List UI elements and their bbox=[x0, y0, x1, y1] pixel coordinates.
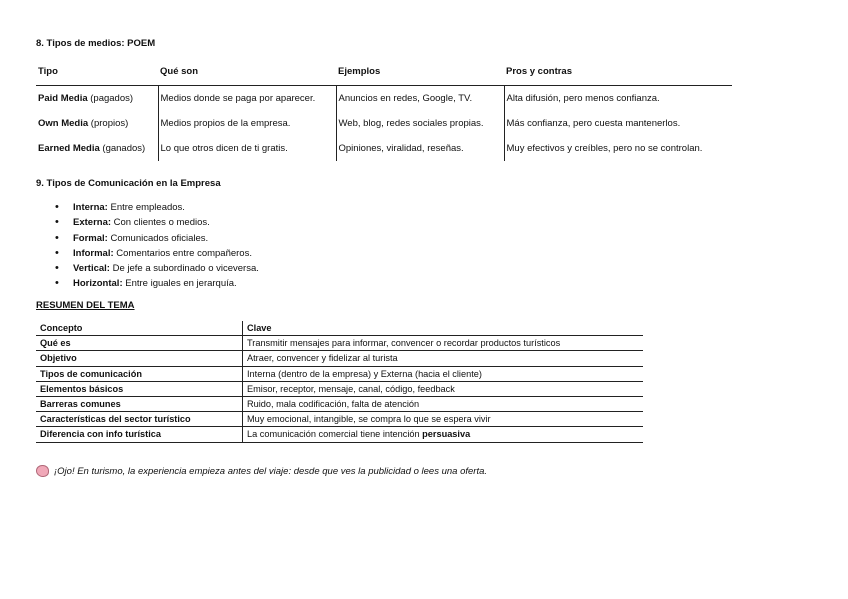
table-row bbox=[36, 396, 643, 411]
section-9-title: 9. Tipos de Comunicación en la Empresa bbox=[36, 178, 221, 189]
summary-concept: Tipos de comunicación bbox=[36, 366, 243, 381]
summary-key bbox=[243, 427, 644, 442]
media-type-name: Own Media bbox=[38, 118, 89, 129]
list-item-desc: Entre empleados. bbox=[107, 202, 185, 213]
speech-bubble-icon bbox=[36, 465, 49, 477]
media-type-note: (ganados) bbox=[99, 143, 146, 154]
summary-concept: Elementos básicos bbox=[36, 381, 243, 396]
summary-key-bold: persuasiva bbox=[422, 429, 471, 440]
list-item-desc: Comunicados oficiales. bbox=[107, 232, 209, 244]
summary-header-row bbox=[36, 321, 643, 336]
poem-cell-pros: Alta difusión, pero menos confianza. bbox=[504, 86, 732, 112]
poem-header-pros-contras: Pros y contras bbox=[504, 61, 732, 86]
summary-key-text: Atraer, convencer y fidelizar al turista bbox=[247, 353, 398, 364]
summary-concept: Qué es bbox=[36, 336, 243, 351]
list-item-term: Horizontal: bbox=[73, 278, 123, 290]
tip-text: ¡Ojo! En turismo, la experiencia empieza antes del viaje: desde que ves la publicidad o lees una oferta. bbox=[54, 465, 488, 477]
list-item-desc: Comentarios entre compañeros. bbox=[113, 247, 252, 259]
summary-table bbox=[36, 321, 643, 443]
list-item-term: Vertical: bbox=[73, 263, 110, 275]
section-8-title: 8. Tipos de medios: POEM bbox=[36, 38, 156, 49]
summary-key bbox=[243, 366, 644, 381]
summary-key bbox=[243, 336, 644, 351]
summary-title: RESUMEN DEL TEMA bbox=[36, 300, 135, 311]
poem-cell-ejemplos: Opiniones, viralidad, reseñas. bbox=[336, 136, 504, 161]
poem-row bbox=[36, 136, 732, 161]
poem-cell-que-son: Medios propios de la empresa. bbox=[158, 111, 336, 136]
summary-key bbox=[243, 381, 644, 396]
summary-key-text: Transmitir mensajes para informar, convencer o recordar productos turísticos bbox=[247, 338, 561, 349]
poem-cell-que-son: Medios donde se paga por aparecer. bbox=[158, 86, 336, 112]
list-item-term: Interna: bbox=[73, 202, 108, 213]
poem-row bbox=[36, 86, 732, 112]
table-row bbox=[36, 336, 643, 351]
media-type-name: Earned Media bbox=[38, 143, 100, 154]
table-row bbox=[36, 366, 643, 381]
poem-header-que-son: Qué son bbox=[158, 61, 336, 86]
poem-row bbox=[36, 111, 732, 136]
list-item bbox=[55, 246, 259, 261]
list-item bbox=[55, 215, 259, 230]
list-item-term: Formal: bbox=[73, 232, 108, 244]
summary-key-text: Interna (dentro de la empresa) y Externa (hacia el cliente) bbox=[247, 368, 482, 379]
list-item bbox=[55, 261, 259, 276]
table-row bbox=[36, 351, 643, 366]
table-row bbox=[36, 381, 643, 396]
summary-concept: Características del sector turístico bbox=[36, 412, 243, 427]
poem-cell-pros: Más confianza, pero cuesta mantenerlos. bbox=[504, 111, 732, 136]
list-item bbox=[55, 231, 259, 246]
media-type-name: Paid Media bbox=[38, 93, 88, 104]
communication-types-list bbox=[55, 200, 259, 292]
summary-header-clave: Clave bbox=[243, 321, 644, 336]
table-row bbox=[36, 427, 643, 442]
summary-key bbox=[243, 396, 644, 411]
table-row bbox=[36, 412, 643, 427]
list-item-term: Externa: bbox=[73, 217, 112, 229]
summary-key-text: Muy emocional, intangible, se compra lo que se espera vivir bbox=[247, 414, 491, 425]
poem-cell-tipo bbox=[36, 136, 158, 161]
list-item-term: Informal: bbox=[73, 247, 114, 259]
list-item bbox=[55, 276, 259, 291]
list-item-desc: De jefe a subordinado o viceversa. bbox=[109, 263, 259, 275]
summary-key bbox=[243, 412, 644, 427]
poem-cell-tipo bbox=[36, 111, 158, 136]
summary-header-concepto: Concepto bbox=[36, 321, 243, 336]
poem-table bbox=[36, 61, 732, 161]
summary-key-text: Emisor, receptor, mensaje, canal, código, feedback bbox=[247, 383, 455, 394]
summary-key bbox=[243, 351, 644, 366]
summary-concept: Objetivo bbox=[36, 351, 243, 366]
poem-cell-que-son: Lo que otros dicen de ti gratis. bbox=[158, 136, 336, 161]
summary-concept: Diferencia con info turística bbox=[36, 427, 243, 442]
poem-cell-pros: Muy efectivos y creíbles, pero no se controlan. bbox=[504, 136, 732, 161]
list-item-desc: Con clientes o medios. bbox=[111, 217, 210, 229]
poem-cell-ejemplos: Web, blog, redes sociales propias. bbox=[336, 111, 504, 136]
summary-concept: Barreras comunes bbox=[36, 396, 243, 411]
media-type-note: (propios) bbox=[88, 118, 129, 129]
tip-note bbox=[36, 465, 487, 477]
list-item-desc: Entre iguales en jerarquía. bbox=[122, 278, 237, 290]
poem-header-tipo: Tipo bbox=[36, 61, 158, 86]
media-type-note: (pagados) bbox=[87, 93, 134, 104]
poem-header-ejemplos: Ejemplos bbox=[336, 61, 504, 86]
poem-cell-tipo bbox=[36, 86, 158, 112]
list-item bbox=[55, 200, 259, 215]
poem-cell-ejemplos: Anuncios en redes, Google, TV. bbox=[336, 86, 504, 112]
summary-key-text: Ruido, mala codificación, falta de atención bbox=[247, 399, 420, 410]
summary-key-text: La comunicación comercial tiene intención bbox=[247, 429, 423, 440]
poem-header-row bbox=[36, 61, 732, 86]
